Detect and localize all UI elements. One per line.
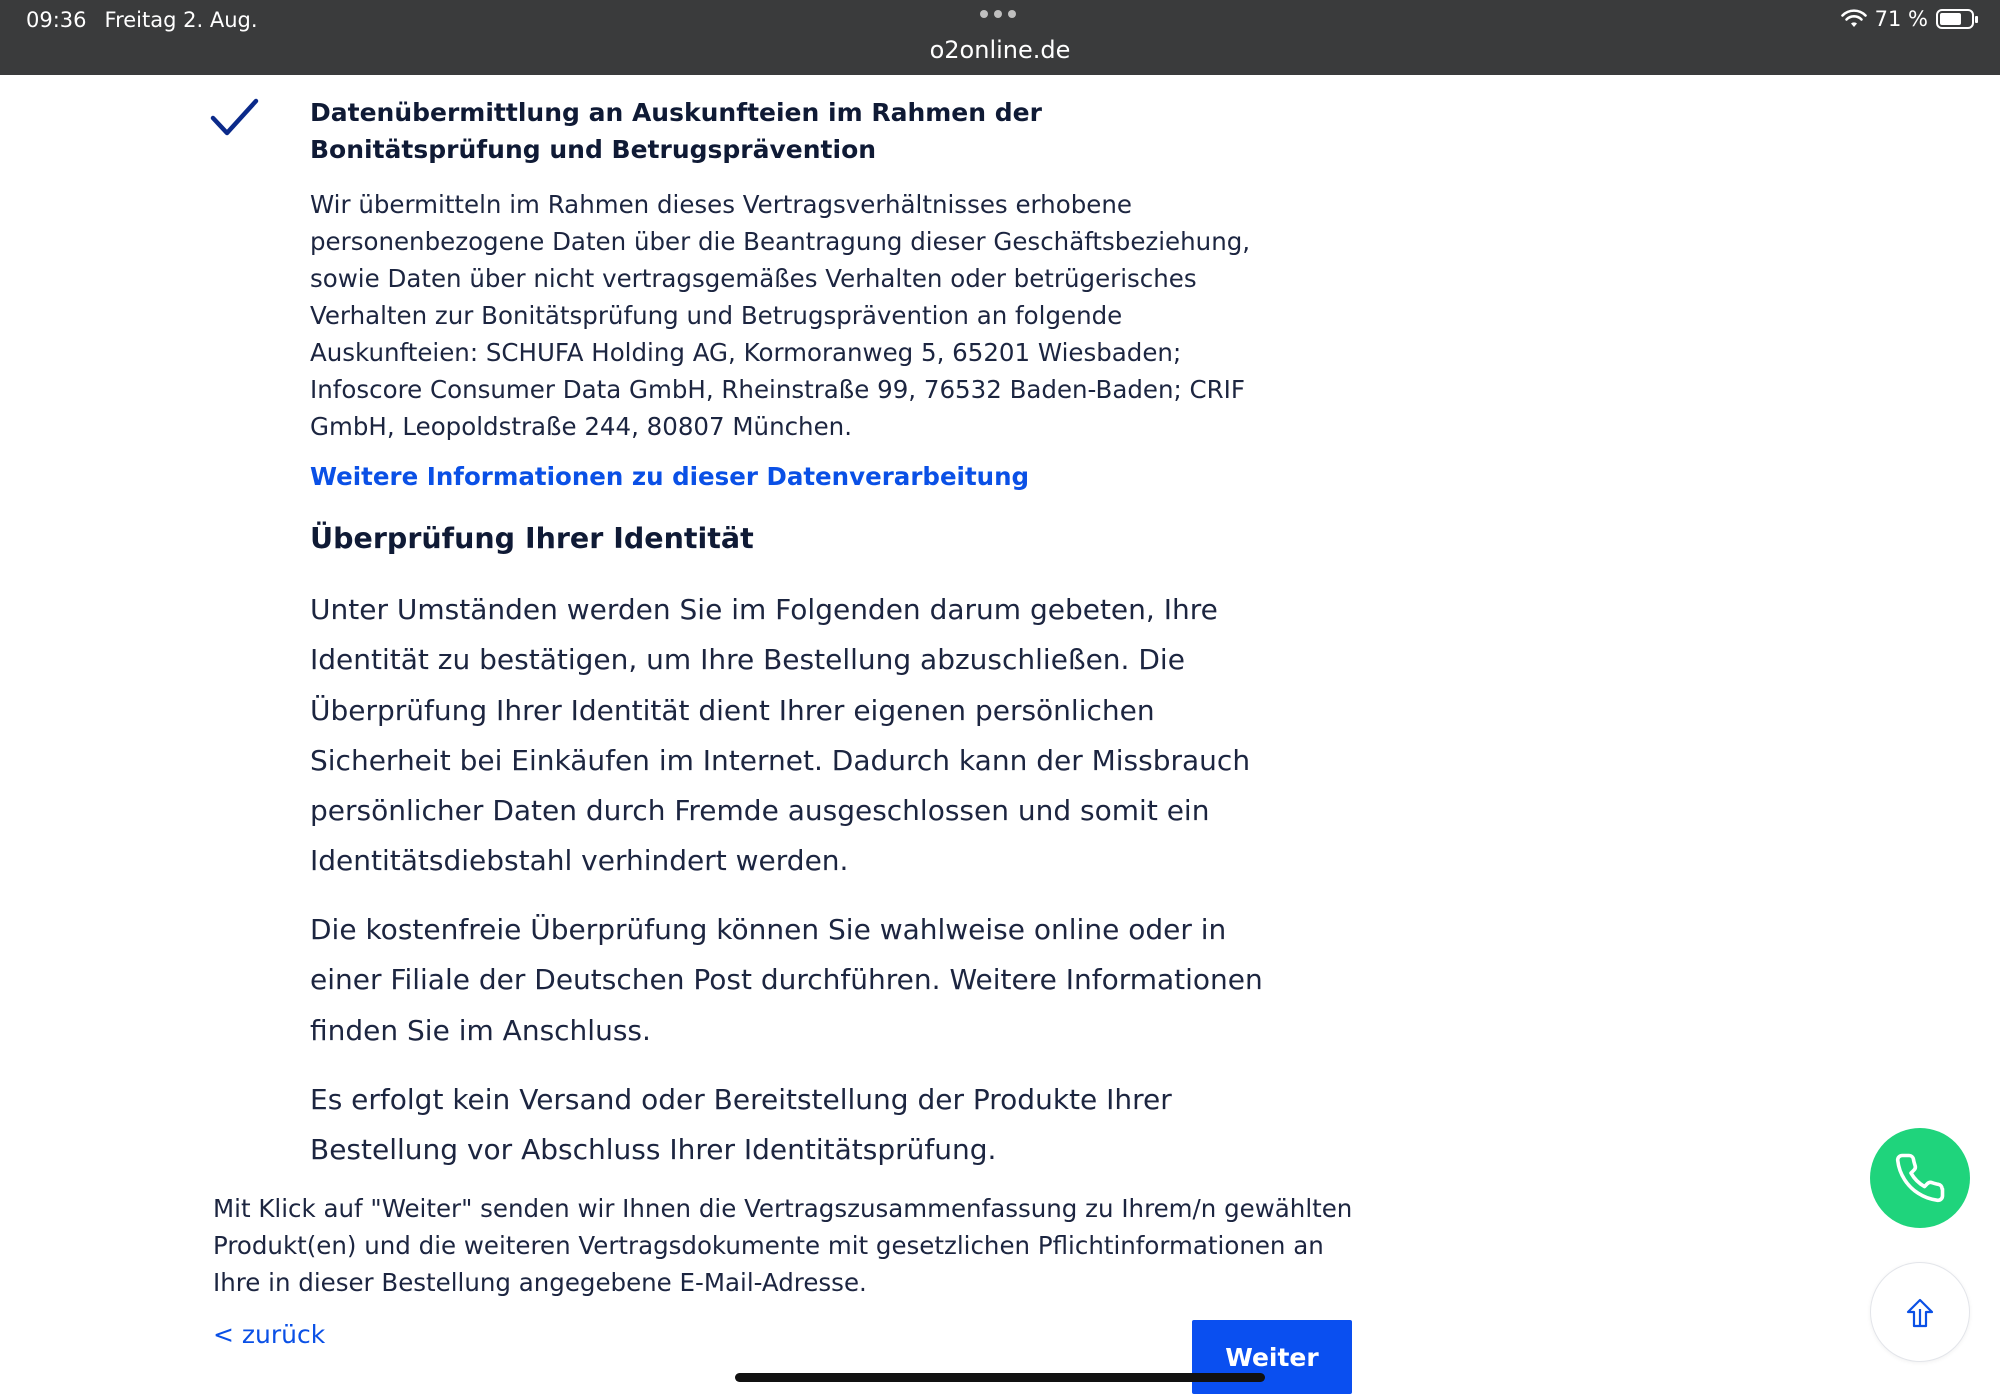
identity-section-title: Überprüfung Ihrer Identität [310,522,754,555]
data-transfer-body: Wir übermitteln im Rahmen dieses Vertragsverhältnisses erhobene personenbezogene Daten über die Beantragung dieser Geschäftsbeziehung, sowie Daten über nicht vertragsgemäßes Verhalten oder betrügerisches Verhalten zur Bonitätsprüfung und Betrugsprävention an folgende Auskunfteien: SCHUFA Holding AG, Kormoranweg 5, 65201 Wiesbaden; Infoscore Consumer Data GmbH, Rheinstraße 99, 76532 Baden-Baden; CRIF GmbH, Leopoldstraße 244, 80807 München. [310,190,1251,441]
identity-paragraph-1: Unter Umständen werden Sie im Folgenden darum gebeten, Ihre Identität zu bestätigen, um Ihre Bestellung abzuschließen. Die Überprüfung Ihrer Identität dient Ihrer eigenen persönlichen Sicherheit bei Einkäufen im Internet. Dadurch kann der Missbrauch persönlicher Daten durch Fremde ausgeschlossen und somit ein Identitätsdiebstahl verhindert werden. [310,593,1251,878]
scroll-to-top-button[interactable] [1870,1262,1970,1362]
arrow-up-icon [1903,1295,1937,1329]
status-time: 09:36 [26,8,87,32]
data-transfer-heading: Datenübermittlung an Auskunfteien im Rahmen der Bonitätsprüfung und Betrugsprävention [310,98,1042,164]
contract-notice: Mit Klick auf "Weiter" senden wir Ihnen die Vertragszusammenfassung zu Ihrem/n gewählten Produkt(en) und die weiteren Vertragsdokumente mit gesetzlichen Pflichtinformationen an Ihre in dieser Bestellung angegebene E-Mail-Adresse. [213,1194,1353,1297]
call-button[interactable] [1870,1128,1970,1228]
more-info-link[interactable]: Weitere Informationen zu dieser Datenverarbeitung [310,462,1030,491]
next-button[interactable]: Weiter [1192,1320,1352,1394]
identity-paragraph-3: Es erfolgt kein Versand oder Bereitstellung der Produkte Ihrer Bestellung vor Abschluss Ihrer Identitätsprüfung. [310,1083,1172,1167]
home-indicator[interactable] [735,1373,1265,1382]
more-dots-icon[interactable] [980,10,1020,22]
identity-paragraph-2: Die kostenfreie Überprüfung können Sie wahlweise online oder in einer Filiale der Deutschen Post durchführen. Weitere Informationen finden Sie im Anschluss. [310,913,1263,1047]
status-indicators [1841,7,1974,31]
battery-percent: 71 % [1874,7,1928,31]
phone-icon [1893,1151,1947,1205]
status-time-date [26,8,258,32]
back-link[interactable]: < zurück [213,1320,326,1349]
battery-icon [1936,9,1974,29]
status-date: Freitag 2. Aug. [104,8,258,32]
wifi-icon [1841,9,1867,29]
battery-fill [1940,13,1961,25]
url-display[interactable]: o2online.de [929,36,1071,64]
browser-status-bar [0,0,2000,75]
check-icon [210,96,260,140]
